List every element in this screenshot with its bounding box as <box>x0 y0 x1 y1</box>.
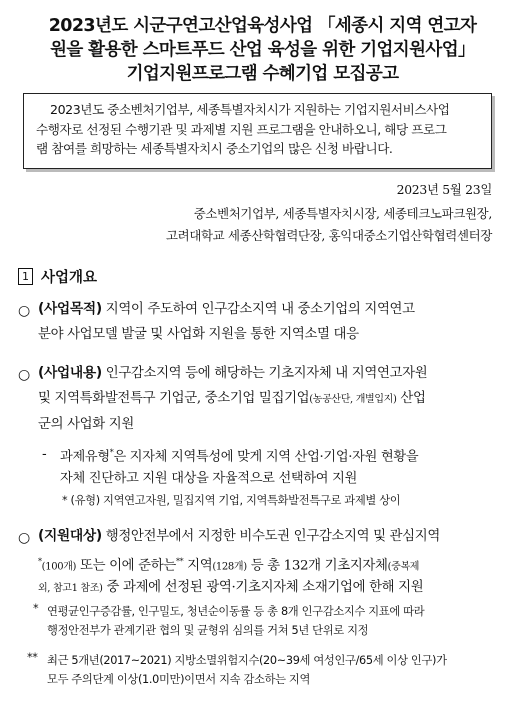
notice-line-3: 램 참여를 희망하는 세종특별자치시 중소기업의 많은 신청 바랍니다. <box>36 141 393 156</box>
content-paragraph <box>38 360 488 438</box>
footnote-2-mark: ** <box>27 651 38 664</box>
bullet-icon: ○ <box>18 303 31 319</box>
footnote-2 <box>47 651 447 689</box>
footnote-2-line-2: 모두 주의단계 이상(1.0미만)이면서 지속 감소하는 지역 <box>47 673 311 686</box>
section-heading <box>18 266 97 287</box>
target-text-2c: 등 총 132개 기초지자체 <box>246 558 388 574</box>
title-line-1: 2023년도 시군구연고산업육성사업 「세종시 지역 연고자 <box>48 16 477 36</box>
target-paragraph <box>38 523 488 601</box>
notice-line-1: 2023년도 중소벤처기업부, 세종특별자치시가 지원하는 기업지원서비스사업 <box>50 102 450 117</box>
content-text-2a: 및 지역특화발전특구 기업군, 중소기업 밀집기업 <box>38 391 310 406</box>
issuers-line-1: 중소벤처기업부, 세종특별자치시장, 세종테크노파크원장, <box>193 206 492 221</box>
section-number: 1 <box>18 268 33 285</box>
content-text-2b: 산업 <box>396 391 426 406</box>
task-type-text-1a: 과제유형 <box>60 449 110 465</box>
section-title: 사업개요 <box>41 270 98 286</box>
notice-line-2: 수행자로 선정된 수행기관 및 과제별 지원 프로그램을 안내하오니, 해당 프로그 <box>36 121 447 137</box>
content-label: (사업내용) <box>38 365 102 381</box>
notice-box <box>23 93 492 169</box>
purpose-text-2: 분야 사업모델 발굴 및 사업화 지원을 통한 지역소멸 대응 <box>38 327 359 342</box>
task-type-sup: * <box>109 448 114 457</box>
bullet-icon: ○ <box>18 530 31 546</box>
target-text-3: 중 과제에 선정된 광역·기초지자체 소재기업에 한해 지원 <box>102 580 424 595</box>
task-type-text-2: 자체 진단하고 지원 대상을 자율적으로 선택하여 지원 <box>60 471 358 486</box>
target-small-2: (128개) <box>212 561 247 573</box>
purpose-text-1: 지역이 주도하여 인구감소지역 내 중소기업의 지역연고 <box>101 302 415 317</box>
target-label: (지원대상) <box>38 528 102 544</box>
title-line-2: 원을 활용한 스마트푸드 산업 육성을 위한 기업지원사업」 <box>50 40 475 60</box>
dash-icon: - <box>42 447 47 462</box>
footnote-1 <box>47 602 424 640</box>
bullet-icon: ○ <box>18 367 31 383</box>
footnote-2-line-1: 최근 5개년(2017~2021) 지방소멸위험지수(20~39세 여성인구/65세 이상 인구)가 <box>47 654 447 667</box>
content-text-1: 인구감소지역 등에 해당하는 기초지자체 내 지역연고자원 <box>101 366 428 381</box>
footnote-1-line-2: 행정안전부가 관계기관 협의 및 균형위 심의를 거쳐 5년 단위로 지정 <box>47 624 369 637</box>
task-type-note: * (유형) 지역연고자원, 밀집지역 기업, 지역특화발전특구로 과제별 상이 <box>62 494 401 507</box>
target-small-1: (100개) <box>41 561 77 573</box>
issuers-line-2: 고려대학교 세종산학협력단장, 홍익대중소기업산학협력센터장 <box>166 228 492 243</box>
content-text-3: 군의 사업화 지원 <box>38 417 134 432</box>
target-small-3: (중복제 <box>387 561 420 573</box>
task-type-paragraph <box>60 440 495 492</box>
target-small-4: 외, 참고1 참조) <box>38 583 103 594</box>
content-text-2-small: (농공산단, 개별입지) <box>309 394 397 405</box>
title-line-3: 기업지원프로그램 수혜기업 모집공고 <box>126 64 399 84</box>
announcement-date: 2023년 5월 23일 <box>396 182 492 197</box>
purpose-label: (사업목적) <box>38 301 102 317</box>
footnote-1-mark: * <box>33 602 39 615</box>
footnote-1-line-1: 연평균인구증감률, 인구밀도, 청년순이동률 등 총 8개 인구감소지수 지표에 따라 <box>47 605 425 618</box>
task-type-text-1b: 은 지자체 지역특성에 맞게 지역 산업·기업·자원 현황을 <box>113 449 419 465</box>
target-sup-2: ** <box>175 557 184 566</box>
purpose-paragraph <box>38 296 488 348</box>
target-text-1: 행정안전부에서 지정한 비수도권 인구감소지역 및 관심지역 <box>101 529 440 544</box>
target-sup-1: * <box>38 557 42 566</box>
document-title <box>0 14 525 86</box>
target-text-2b: 지역 <box>183 558 213 574</box>
target-text-2a: 또는 이에 준하는 <box>76 558 176 574</box>
